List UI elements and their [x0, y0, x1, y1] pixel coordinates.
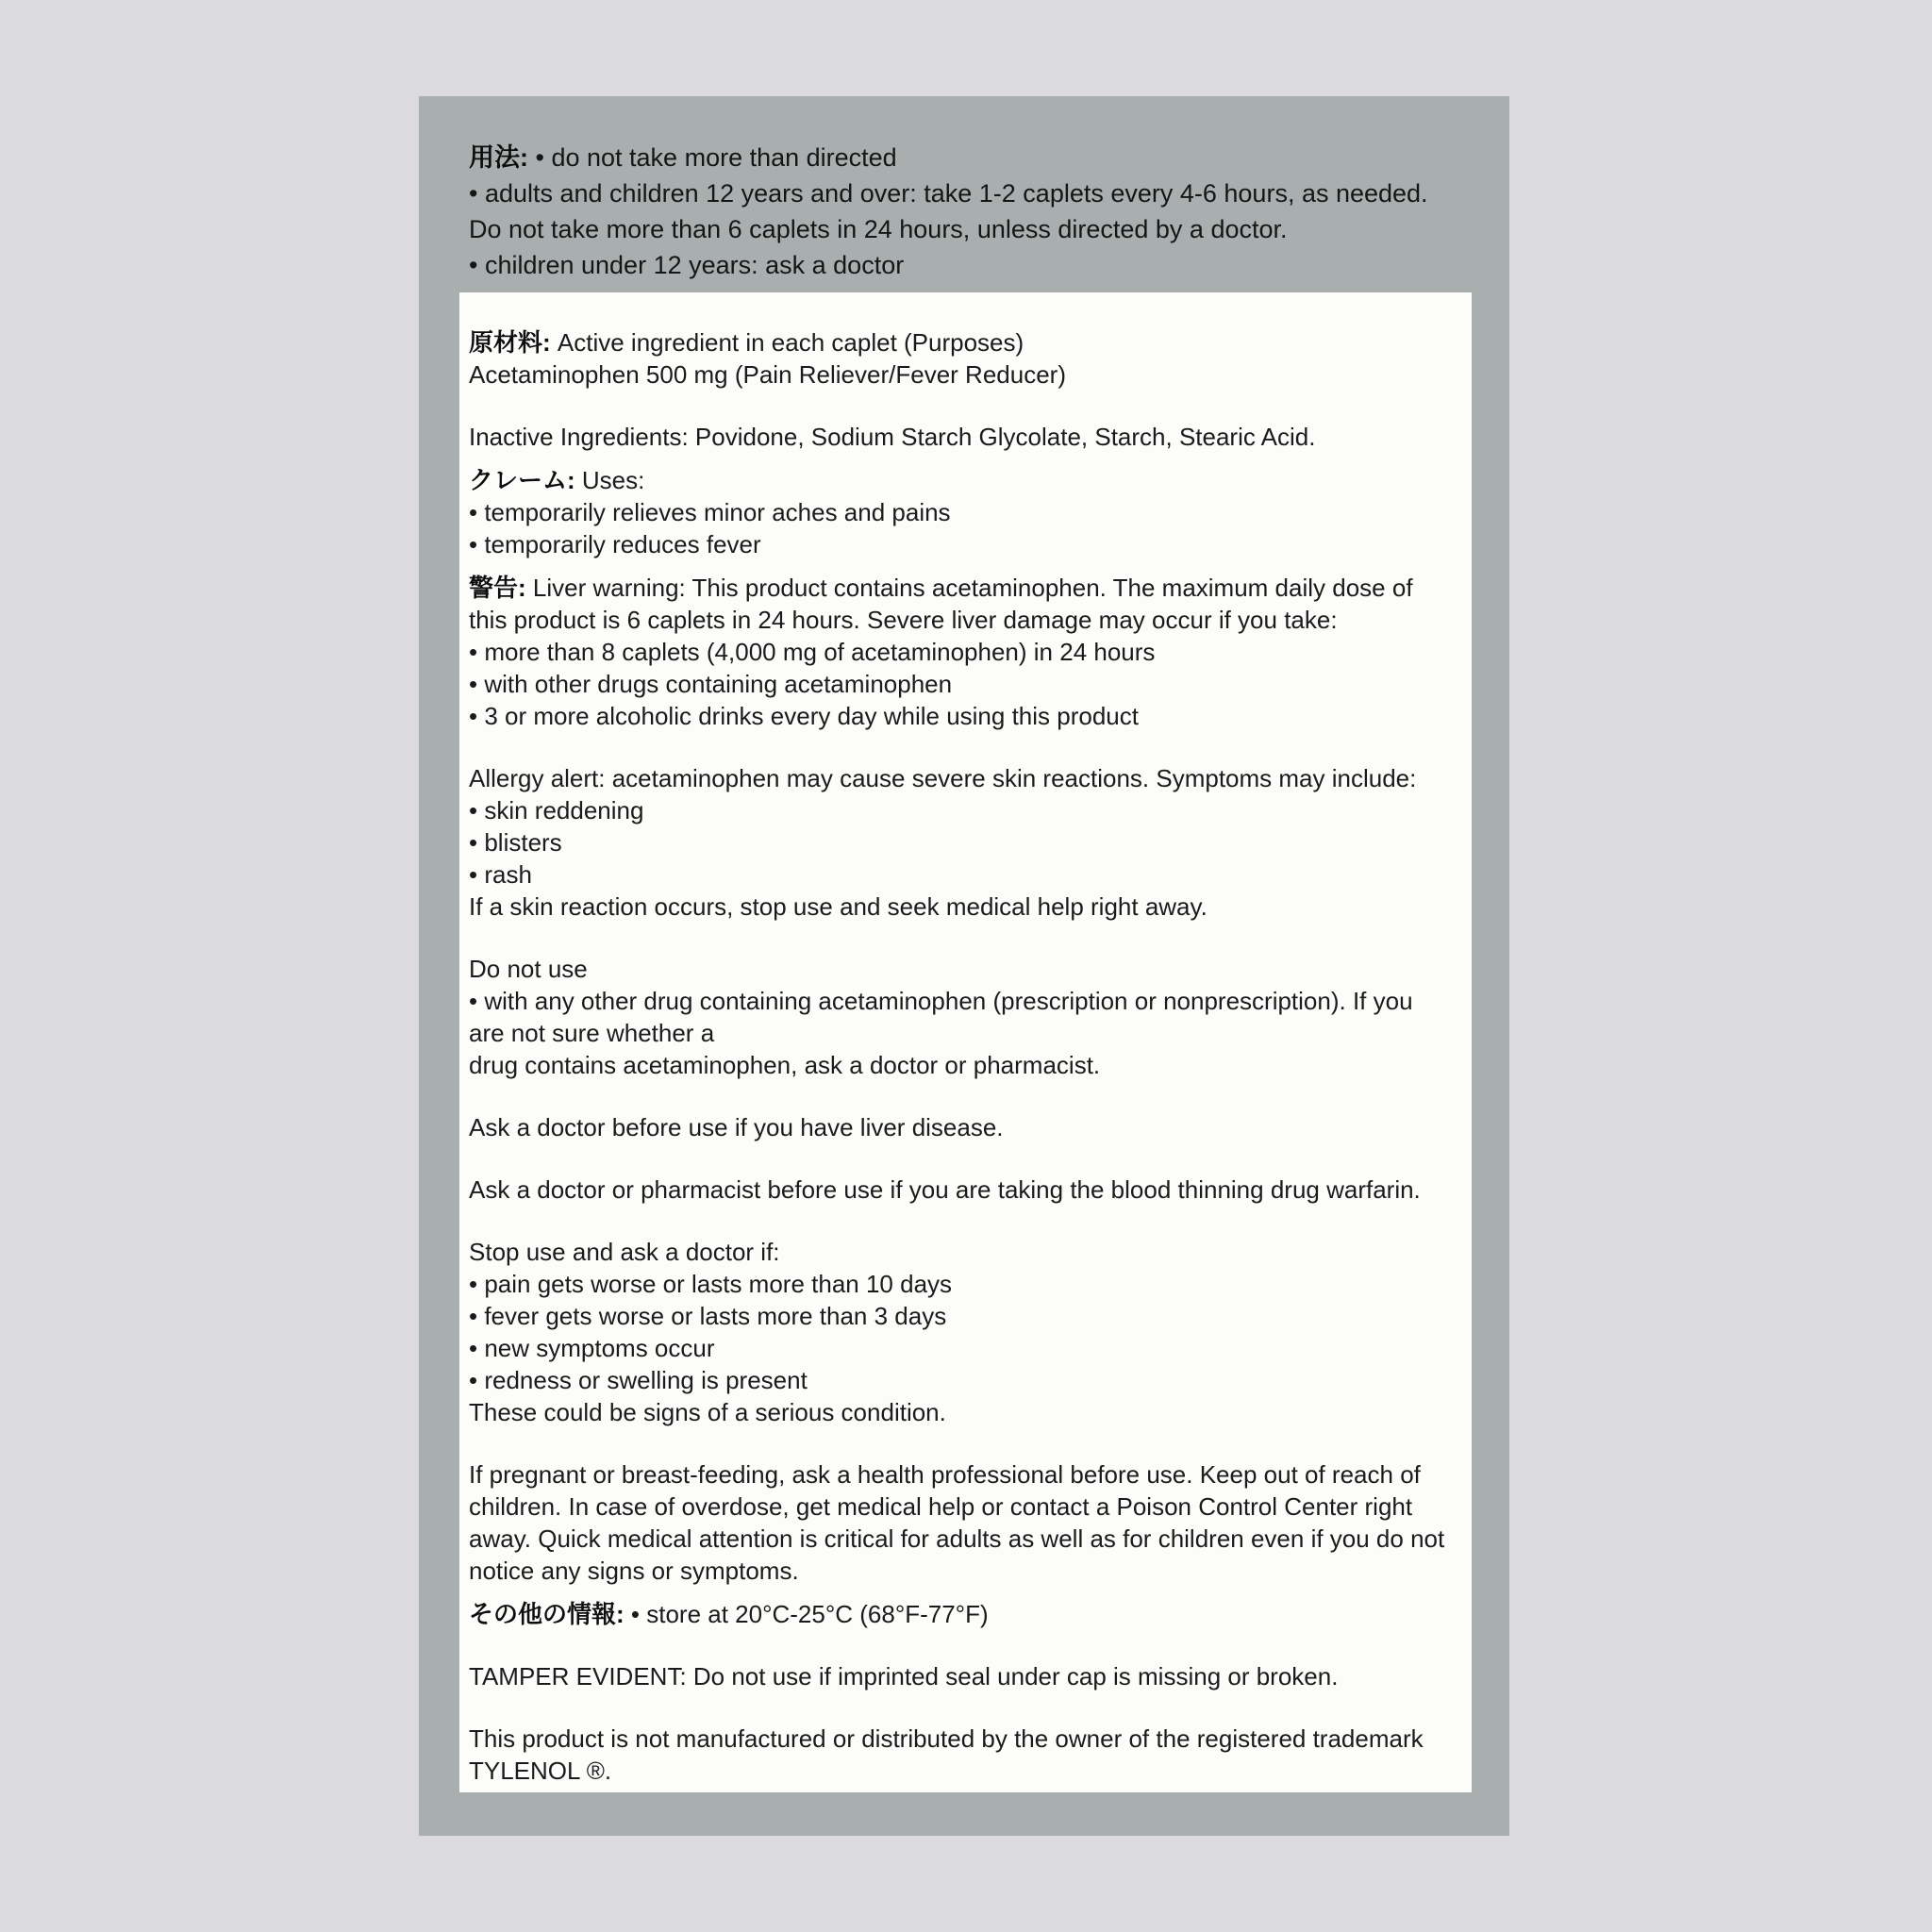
text-line: • pain gets worse or lasts more than 10 days [469, 1270, 953, 1298]
uses-section [469, 464, 1449, 560]
tamper-evident-section [469, 1660, 1449, 1692]
text-line: • temporarily reduces fever [469, 530, 761, 558]
ask-doctor-section [469, 1111, 1449, 1143]
text-line: • skin reddening [469, 796, 644, 824]
text-line: drug contains acetaminophen, ask a doctor or pharmacist. [469, 1051, 1101, 1079]
section-heading: その他の情報: [469, 1600, 625, 1628]
do-not-use-section [469, 953, 1449, 1081]
text-line: • rash [469, 860, 532, 889]
text-line: • fever gets worse or lasts more than 3 days [469, 1302, 947, 1330]
text-line: If pregnant or breast-feeding, ask a health professional before use. Keep out of reach of children. In case of overdose, get medical help or contact a Poison Control Center right away. Quick medical attention is critical for adults as well as for children even if you do not notice any signs or symptoms. [469, 1460, 1445, 1585]
ask-doctor-pharmacist-section [469, 1174, 1449, 1206]
text-line: • temporarily relieves minor aches and pains [469, 498, 951, 526]
text-line: Ask a doctor before use if you have liver disease. [469, 1113, 1004, 1141]
text-line: If a skin reaction occurs, stop use and seek medical help right away. [469, 892, 1208, 921]
text-line: Do not use [469, 955, 588, 983]
section-heading: クレーム: [469, 466, 575, 494]
drug-label-panel [419, 96, 1509, 1836]
pregnancy-overdose-section [469, 1458, 1449, 1587]
text-line: Do not take more than 6 caplets in 24 hours, unless directed by a doctor. [469, 215, 1288, 243]
text-line: 警告: Liver warning: This product contains acetaminophen. The maximum daily dose of this product is 6 caplets in 24 hours. Severe liver damage may occur if you take: [469, 574, 1413, 634]
trademark-disclaimer-section [469, 1723, 1449, 1787]
text-line: 原材料: Active ingredient in each caplet (Purposes) [469, 328, 1024, 357]
active-ingredient-section [469, 326, 1449, 391]
dosage-directions-section [419, 96, 1509, 283]
stop-use-section [469, 1236, 1449, 1428]
text-line: These could be signs of a serious condition. [469, 1398, 946, 1426]
text-line: Acetaminophen 500 mg (Pain Reliever/Fever Reducer) [469, 360, 1066, 389]
other-information-section [469, 1598, 1449, 1630]
text-line: Inactive Ingredients: Povidone, Sodium Starch Glycolate, Starch, Stearic Acid. [469, 423, 1316, 451]
text-line: • children under 12 years: ask a doctor [469, 251, 905, 279]
text-line: TAMPER EVIDENT: Do not use if imprinted seal under cap is missing or broken. [469, 1662, 1339, 1690]
text-line: • new symptoms occur [469, 1334, 715, 1362]
text-line: • blisters [469, 828, 562, 857]
text-line: This product is not manufactured or distributed by the owner of the registered trademark TYLENOL ®. [469, 1724, 1424, 1785]
text-line: • with any other drug containing acetaminophen (prescription or nonprescription). If you are not sure whether a [469, 987, 1413, 1047]
text-line: Stop use and ask a doctor if: [469, 1238, 780, 1266]
text-line: Allergy alert: acetaminophen may cause severe skin reactions. Symptoms may include: [469, 764, 1417, 792]
text-line: クレーム: Uses: [469, 466, 645, 494]
text-line: Ask a doctor or pharmacist before use if you are taking the blood thinning drug warfarin. [469, 1175, 1421, 1204]
text-line: • with other drugs containing acetaminophen [469, 670, 953, 698]
section-heading: 警告: [469, 574, 526, 602]
inactive-ingredients-section [469, 421, 1449, 453]
text-line: • more than 8 caplets (4,000 mg of acetaminophen) in 24 hours [469, 638, 1156, 666]
liver-warning-section [469, 572, 1449, 732]
section-heading: 用法: [469, 143, 528, 172]
text-line: 用法: • do not take more than directed [469, 143, 897, 172]
section-heading: 原材料: [469, 328, 551, 357]
text-line: • adults and children 12 years and over: take 1-2 caplets every 4-6 hours, as needed. [469, 179, 1428, 208]
allergy-alert-section [469, 762, 1449, 923]
text-line: その他の情報: • store at 20°C-25°C (68°F-77°F) [469, 1600, 989, 1628]
text-line: • 3 or more alcoholic drinks every day while using this product [469, 702, 1139, 730]
drug-facts-card [459, 292, 1472, 1792]
text-line: • redness or swelling is present [469, 1366, 808, 1394]
